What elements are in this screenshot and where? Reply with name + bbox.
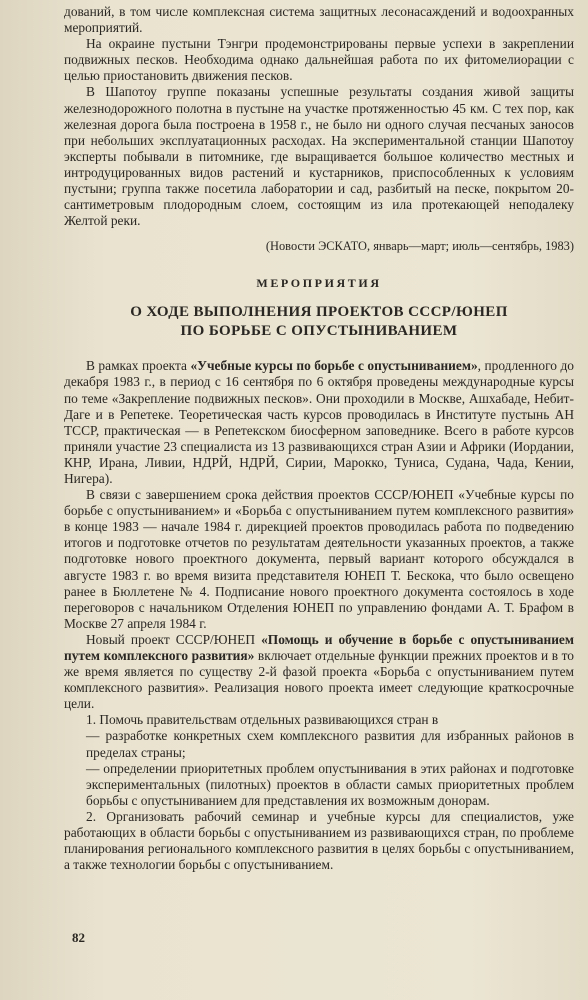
- text-run: Новый проект СССР/ЮНЕП: [86, 631, 262, 647]
- paragraph-completion: В связи с завершением срока действия проектов СССР/ЮНЕП «Учебные курсы по борьбе с опустыниванием» и «Борьба с опустыниванием путем комплексного развития» в конце 1983 — начале 1984 г. дирекцией проектов проводилась работа по подведению итогов и подготовке отчетов по результатам деятельности указанных проектов, а также подготовке нового проектного документа, первый вариант которого обсуждался в августе 1983 г. во время визита представителя ЮНЕП Т. Бескока, что было освещено ранее в Бюллетене № 4. Подписание нового проектного документа состоялось в ходе переговоров с начальником Отделения ЮНЕП по управлению фондами А. Т. Брафом в Москве 27 апреля 1984 г.: [64, 487, 574, 631]
- text-run: , продленного до декабря 1983 г., в период с 16 сентября по 6 октября проведены международные курсы по теме «Закрепление подвижных песков». Они проходили в Москве, Ашхабаде, Небит-Даге и в Репетеке. Теоретическая часть курсов проводилась в Институте пустынь АН ТССР, практическая — в Репетекском биосферном заповеднике. Всего в работе курсов приняли участие 23 специалиста из 13 развивающихся стран Азии и Африки (Иордании, КНР, Ирана, Ливии, НДРЙ, НДРЙ, Сирии, Марокко, Туниса, Судана, Чада, Кении, Нигера).: [64, 358, 574, 486]
- paragraph-continuation: дований, в том числе комплексная система защитных лесонасаждений и водоохранных мероприятий.: [64, 4, 574, 36]
- list-subitem-1b: — определении приоритетных проблем опустынивания в этих районах и подготовке экспериментальных (пилотных) проектов в области самых приоритетных проблем борьбы с опустыниванием для представления их возможным донорам.: [86, 760, 574, 808]
- project-name-bold: «Учебные курсы по борьбе с опустыниванием»: [190, 358, 478, 374]
- project-name-bold: «Помощь и обучение в борьбе с опустыниванием путем комплексного развития»: [64, 631, 574, 663]
- section-heading: МЕРОПРИЯТИЯ: [256, 276, 382, 291]
- spacer: [64, 341, 574, 358]
- source-citation: (Новости ЭСКАТО, январь—март; июль—сентябрь, 1983): [265, 239, 574, 254]
- list-subitem-1a: — разработке конкретных схем комплексного развития для избранных районов в пределах страны;: [86, 728, 574, 760]
- page-number: 82: [72, 930, 85, 945]
- list-item-1: 1. Помочь правительствам отдельных развивающихся стран в: [86, 712, 439, 728]
- article-title-line-1: О ХОДЕ ВЫПОЛНЕНИЯ ПРОЕКТОВ СССР/ЮНЕП: [130, 304, 508, 321]
- text-run: В рамках проекта: [86, 358, 191, 374]
- list-item-2: 2. Организовать рабочий семинар и учебные курсы для специалистов, уже работающих в области борьбы с опустыниванием из развивающихся стран, по проблеме планирования регионального комплексного развития в целях борьбы с опустыниванием, а также технологии борьбы с опустыниванием.: [64, 808, 574, 873]
- paragraph-training-courses: [64, 358, 574, 487]
- paragraph-shapotou: В Шапотоу группе показаны успешные результаты создания живой защиты железнодорожного полотна в пустыне на участке протяженностью 45 км. С тех пор, как железная дорога была построена в 1958 г., не было ни одного случая песчаных заносов при небольших эксплуатационных расходах. На экспериментальной станции Шапотоу эксперты побывали в питомнике, где выращивается большое количество местных и интродуцированных видов растений и кустарников, приспособленных к условиям пустыни; группа также посетила лаборатории и сад, разбитый на песке, покрытом 20-сантиметровым плодородным слоем, состоящим из ила протекающей неподалеку Желтой реки.: [64, 84, 574, 229]
- paragraph-new-project: [64, 632, 574, 712]
- paragraph-tengri: На окраине пустыни Тэнгри продемонстрированы первые успехи в закреплении подвижных песков. Необходима однако дальнейшая работа по их фитомелиорации с целью приостановить движения песков.: [64, 36, 574, 84]
- article-title-line-2: ПО БОРЬБЕ С ОПУСТЫНИВАНИЕМ: [180, 323, 458, 340]
- article-title: [64, 303, 574, 341]
- text-run: включает отдельные функции прежних проектов и в то же время является по существу 2-й фазой проекта «Борьба с опустыниванием путем комплексного развития». Реализация нового проекта имеет следующие краткосрочные цели.: [64, 648, 574, 712]
